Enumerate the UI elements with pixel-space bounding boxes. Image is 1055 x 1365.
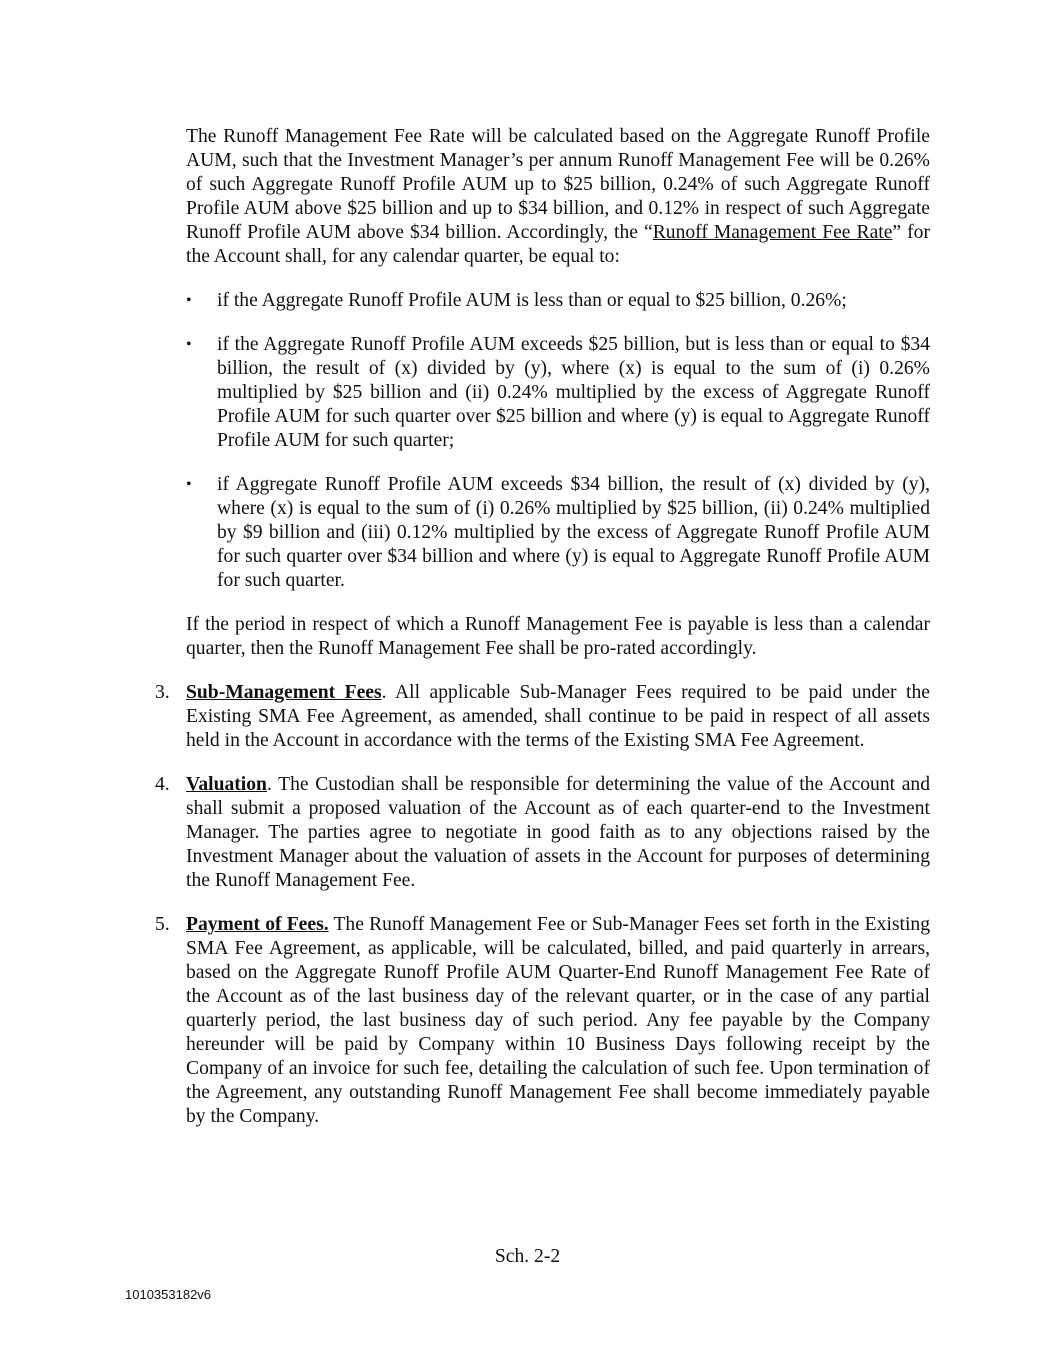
section-sub-management-fees: [155, 681, 930, 753]
numbered-sections: [155, 681, 930, 1129]
section-text: The Runoff Management Fee or Sub-Manager Fees set forth in the Existing SMA Fee Agreement, as applicable, will be calculated, billed, and paid quarterly in arrears, based on the Aggregate Runoff Profile AUM Quarter-End Runoff Management Fee Rate of the Account as of the last business day of the relevant quarter, or in the case of any partial quarterly period, the last business day of such period. Any fee payable by the Company hereunder will be paid by Company within 10 Business Days following receipt by the Company of an invoice for such fee, detailing the calculation of such fee. Upon termination of the Agreement, any outstanding Runoff Management Fee shall become immediately payable by the Company.: [186, 914, 930, 1127]
document-id: 1010353182v6: [125, 1287, 212, 1302]
section-heading: Sub-Management Fees: [186, 682, 382, 703]
bullet-text: if the Aggregate Runoff Profile AUM exceeds $25 billion, but is less than or equal to $34 billion, the result of (x) divided by (y), where (x) is equal to the sum of (i) 0.26% multiplied by $25 billion and (ii) 0.24% multiplied by the excess of Aggregate Runoff Profile AUM for such quarter over $25 billion and where (y) is equal to Aggregate Runoff Profile AUM for such quarter;: [217, 334, 930, 451]
bullet-item: [186, 473, 930, 593]
bullet-text: if the Aggregate Runoff Profile AUM is less than or equal to $25 billion, 0.26%;: [217, 290, 847, 311]
intro-text: The Runoff Management Fee Rate will be calculated based on the Aggregate Runoff Profile AUM, such that the Investment Manager’s per annum Runoff Management Fee will be 0.26% of such Aggregate Runoff Profile AUM up to $25 billion, 0.24% of such Aggregate Runoff Profile AUM above $25 billion and up to $34 billion, and 0.12% in respect of such Aggregate Runoff Profile AUM above $34 billion. Accordingly, the “: [186, 126, 930, 243]
proration-paragraph: If the period in respect of which a Runoff Management Fee is payable is less than a calendar quarter, then the Runoff Management Fee shall be pro-rated accordingly.: [186, 614, 930, 659]
section-heading-period: .: [381, 682, 387, 703]
bullet-icon: •: [186, 476, 192, 493]
fee-rate-bullet-list: [186, 289, 930, 593]
intro-text-after: ” for the Account shall, for any calendar quarter, be equal to:: [186, 222, 930, 267]
section-payment-of-fees: [155, 913, 930, 1129]
section-text: All applicable Sub-Manager Fees required to be paid under the Existing SMA Fee Agreement, as amended, shall continue to be paid in respect of all assets held in the Account in accordance with the terms of the Existing SMA Fee Agreement.: [186, 682, 930, 751]
defined-term-runoff-management-fee-rate: Runoff Management Fee Rate: [652, 222, 893, 243]
intro-paragraph: [186, 125, 930, 269]
page-number: Sch. 2-2: [494, 1246, 561, 1267]
section-number: 4.: [155, 774, 170, 795]
section-text: The Custodian shall be responsible for determining the value of the Account and shall submit a proposed valuation of the Account as of each quarter-end to the Investment Manager. The parties agree to negotiate in good faith as to any objections raised by the Investment Manager about the valuation of assets in the Account for purposes of determining the Runoff Management Fee.: [186, 774, 930, 891]
section-number: 3.: [155, 682, 170, 703]
section-valuation: [155, 773, 930, 893]
section-heading: Payment of Fees.: [186, 914, 329, 935]
section-heading-period: .: [266, 774, 272, 795]
document-body: [155, 125, 930, 1149]
bullet-item: [186, 289, 930, 313]
section-number: 5.: [155, 914, 170, 935]
bullet-icon: •: [186, 292, 192, 309]
bullet-item: [186, 333, 930, 453]
bullet-text: if Aggregate Runoff Profile AUM exceeds $34 billion, the result of (x) divided by (y), where (x) is equal to the sum of (i) 0.26% multiplied by $25 billion, (ii) 0.24% multiplied by $9 billion and (iii) 0.12% multiplied by the excess of Aggregate Runoff Profile AUM for such quarter over $34 billion and where (y) is equal to Aggregate Runoff Profile AUM for such quarter.: [217, 474, 930, 591]
section-heading: Valuation: [186, 774, 267, 795]
bullet-icon: •: [186, 336, 192, 353]
